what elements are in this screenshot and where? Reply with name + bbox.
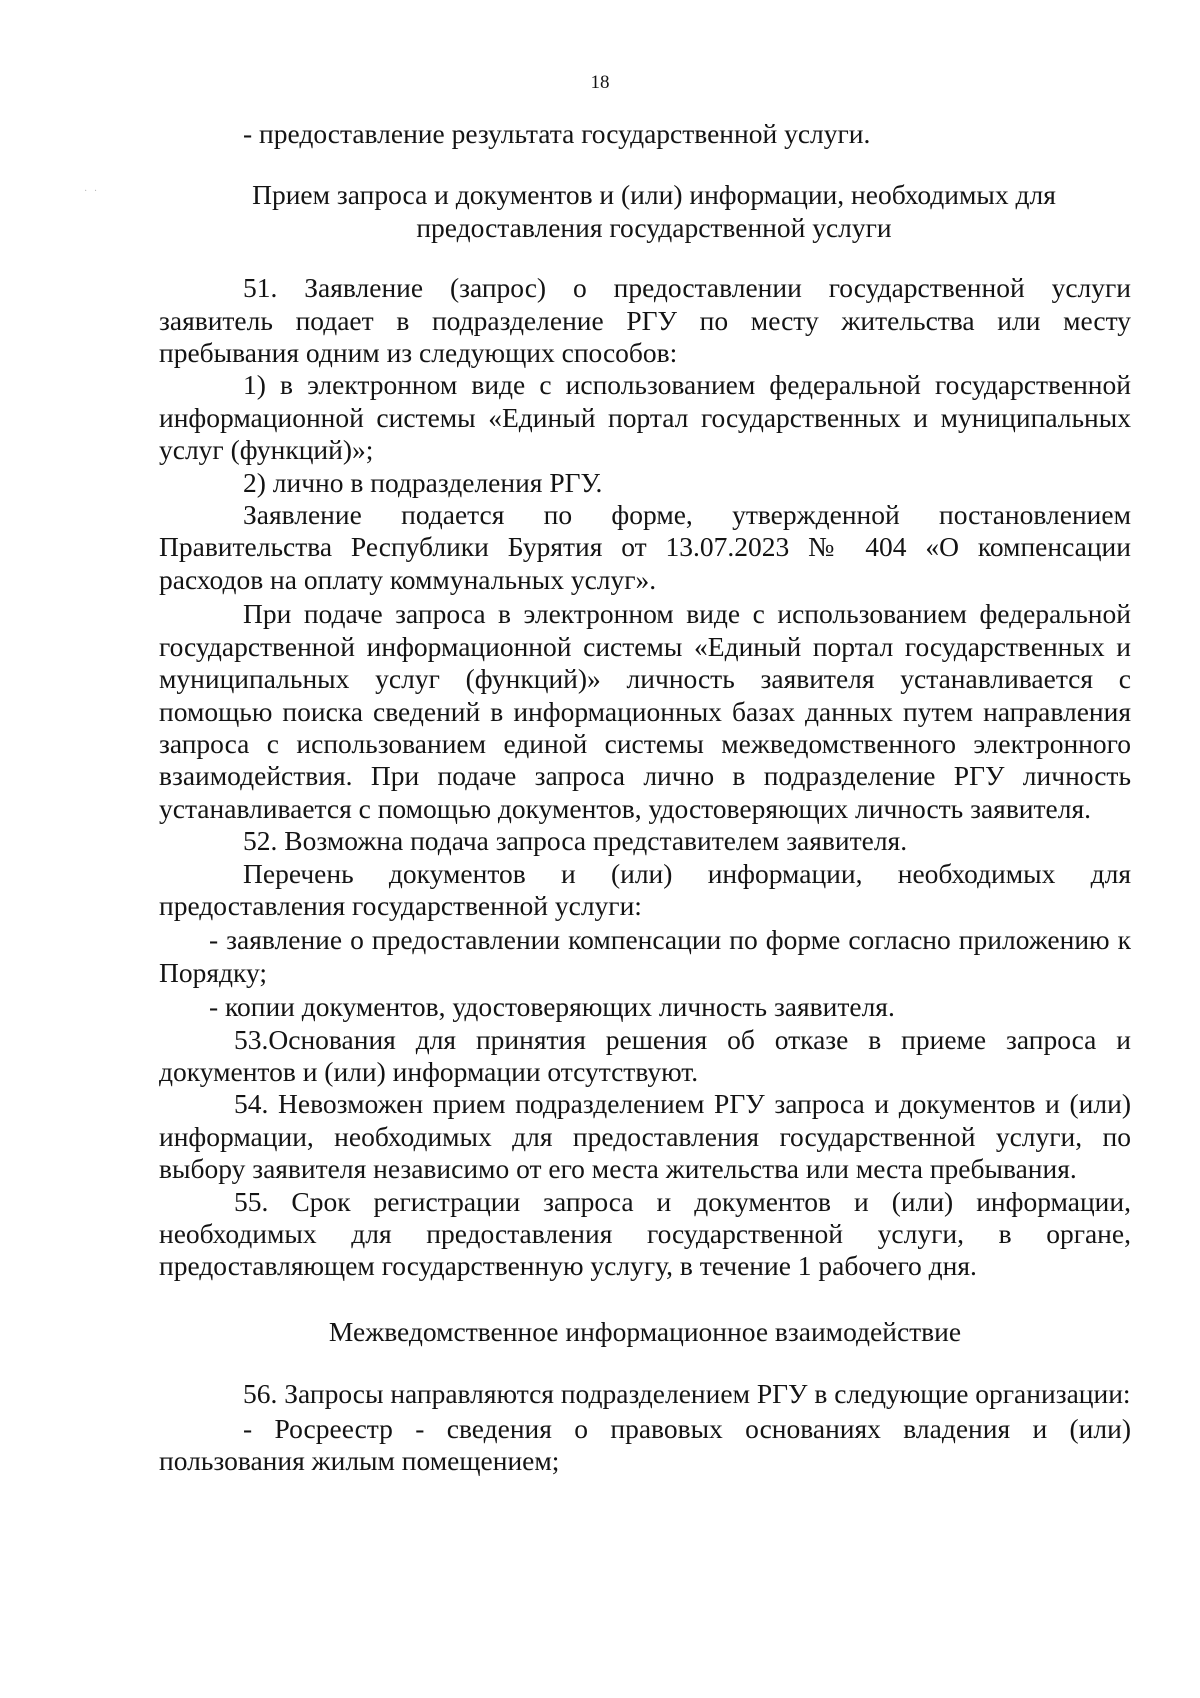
paragraph-51-method-1: 1) в электронном виде с использованием федеральной государственной информационной системы «Единый портал государственных и муниципальных услуг (функций)»; <box>159 369 1131 466</box>
paragraph-51: 51. Заявление (запрос) о предоставлении государственной услуги заявитель подает в подразделение РГУ по месту жительства или месту пребывания одним из следующих способов: <box>159 272 1131 369</box>
paragraph-56: 56. Запросы направляются подразделением РГУ в следующие организации: <box>243 1378 1131 1410</box>
paragraph-54: 54. Невозможен прием подразделением РГУ запроса и документов и (или) информации, необходимых для предоставления государственной услуги, по выбору заявителя независимо от его места жительства или места пребывания. <box>159 1088 1131 1185</box>
paragraph-51-method-2: 2) лично в подразделения РГУ. <box>243 466 603 498</box>
section-heading-interagency-interaction: Межведомственное информационное взаимодействие <box>328 1315 962 1347</box>
paragraph-document-list-item-2: - копии документов, удостоверяющих личность заявителя. <box>209 991 895 1023</box>
paragraph-56-rosreestr: - Росреестр - сведения о правовых основаниях владения и (или) пользования жилым помещением; <box>159 1412 1131 1477</box>
paragraph-application-form: Заявление подается по форме, утвержденной постановлением Правительства Республики Бурятия от 13.07.2023 № 404 «О компенсации расходов на оплату коммунальных услуг». <box>159 499 1131 595</box>
margin-scan-marks: · · <box>84 186 100 197</box>
paragraph-52: 52. Возможна подача запроса представителем заявителя. <box>243 825 908 857</box>
paragraph-document-list-item-1: - заявление о предоставлении компенсации по форме согласно приложению к Порядку; <box>159 924 1131 988</box>
paragraph-document-list-intro: Перечень документов и (или) информации, необходимых для предоставления государственной услуги: <box>159 857 1131 921</box>
paragraph-electronic-identification: При подаче запроса в электронном виде с использованием федеральной государственной информационной системы «Единый портал государственных и муниципальных услуг (функций)» личность заявителя устанавливается с помощью поиска сведений в информационных базах данных путем направления запроса с использованием единой системы межведомственного электронного взаимодействия. При подаче запроса лично в подразделение РГУ личность устанавливается с помощью документов, удостоверяющих личность заявителя. <box>159 598 1131 824</box>
paragraph-55: 55. Срок регистрации запроса и документов и (или) информации, необходимых для предоставления государственной услуги, в органе, предоставляющем государственную услугу, в течение 1 рабочего дня. <box>159 1185 1131 1282</box>
page-number: 18 <box>590 72 610 93</box>
paragraph-result-item: - предоставление результата государственной услуги. <box>243 118 871 149</box>
paragraph-53: 53.Основания для принятия решения об отказе в приеме запроса и документов и (или) информации отсутствуют. <box>159 1023 1131 1087</box>
section-heading-request-reception: Прием запроса и документов и (или) информации, необходимых для предоставления государственной услуги <box>252 179 1056 243</box>
document-body <box>159 118 1131 1477</box>
